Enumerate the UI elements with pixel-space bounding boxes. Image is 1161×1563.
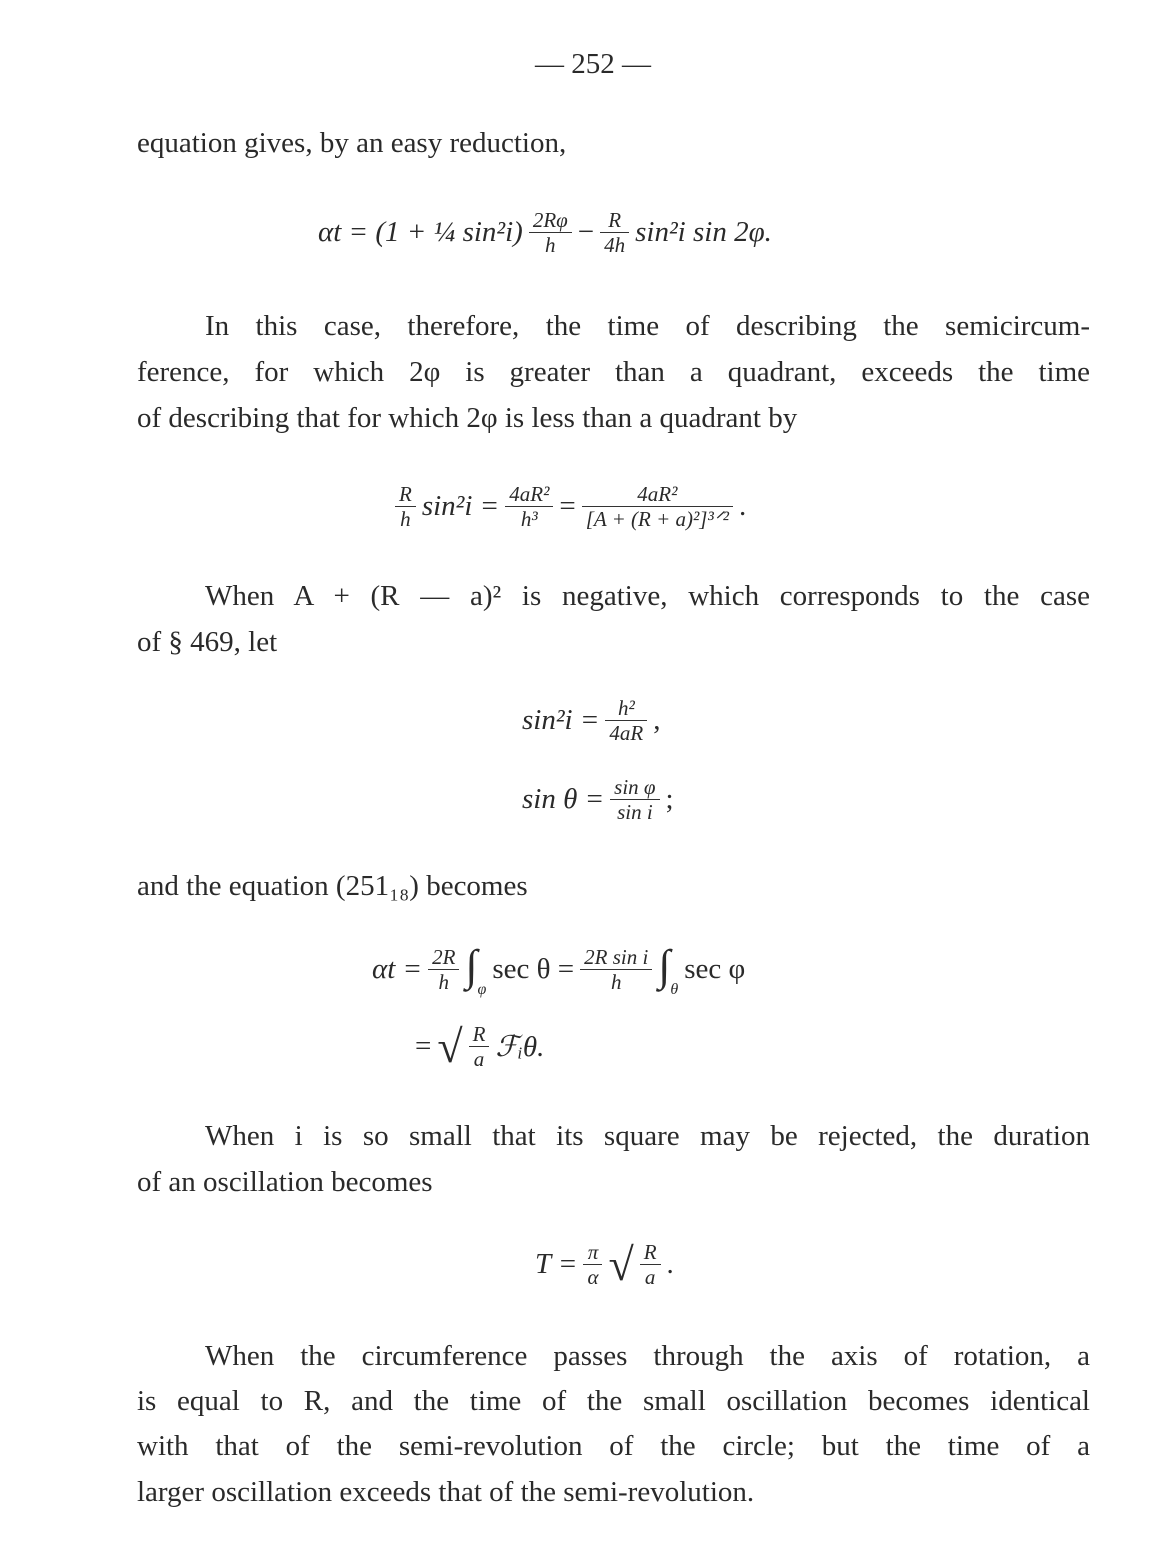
fraction xyxy=(640,1240,661,1289)
sqrt-sign: √ xyxy=(608,1238,634,1290)
equation-7 xyxy=(535,1240,674,1289)
text-line: When the circumference passes through the axis of rotation, a xyxy=(205,1340,1090,1372)
eq-text: . xyxy=(666,1248,674,1281)
text-line: of an oscillation becomes xyxy=(137,1166,433,1198)
denominator: [A + (R + a)²]³ᐟ² xyxy=(585,507,729,532)
text-line: with that of the semi-revolution of the circle; but the time of a xyxy=(137,1430,1090,1462)
eq-text: ℱᵢθ. xyxy=(495,1031,545,1064)
text-line: is equal to R, and the time of the small oscillation becomes identical xyxy=(137,1385,1090,1417)
integral-sign: ∫ xyxy=(658,941,671,990)
denominator: h xyxy=(438,970,450,994)
denominator: a xyxy=(473,1047,485,1072)
numerator: 2Rφ xyxy=(529,208,572,233)
fraction xyxy=(583,1240,602,1289)
text-line: of § 469, let xyxy=(137,626,278,658)
text-line: equation gives, by an easy reduction, xyxy=(137,127,567,159)
fraction xyxy=(600,208,629,257)
eq-text: − xyxy=(577,216,595,249)
denominator: 4h xyxy=(604,233,626,258)
denominator: a xyxy=(644,1265,656,1290)
eq-text: sin²i = xyxy=(522,704,600,737)
numerator: R xyxy=(395,482,416,507)
equation-2 xyxy=(395,482,746,531)
integral-sign: ∫ xyxy=(465,941,478,990)
numerator: R xyxy=(640,1240,661,1265)
numerator: sin φ xyxy=(610,775,659,800)
subscript: φ xyxy=(477,981,487,998)
fraction xyxy=(582,482,733,531)
equation-3 xyxy=(522,696,661,745)
denominator: α xyxy=(587,1265,599,1290)
page-number: — 252 — xyxy=(535,48,651,80)
eq-text: , xyxy=(653,704,661,737)
numerator: R xyxy=(600,208,629,233)
denominator: 4aR xyxy=(609,721,644,746)
eq-text: ; xyxy=(665,783,674,816)
numerator: 4aR² xyxy=(582,482,733,507)
eq-text: T = xyxy=(535,1248,578,1281)
equation-5 xyxy=(372,940,745,999)
text-line: ference, for which 2φ is greater than a quadrant, exceeds the time xyxy=(137,356,1090,388)
numerator: 4aR² xyxy=(505,482,553,507)
eq-text: = xyxy=(559,490,576,523)
numerator: 2R xyxy=(428,945,459,970)
equation-1 xyxy=(318,208,772,257)
fraction xyxy=(605,696,647,745)
text-line: When A + (R — a)² is negative, which corresponds to the case xyxy=(205,580,1090,612)
numerator: π xyxy=(583,1240,602,1265)
fraction xyxy=(469,1022,490,1071)
fraction xyxy=(395,482,416,531)
fraction xyxy=(610,775,659,824)
numerator: R xyxy=(469,1022,490,1047)
denominator: h xyxy=(610,970,622,994)
denominator: h xyxy=(545,233,556,258)
fraction xyxy=(529,208,572,257)
eq-text: sin θ = xyxy=(522,783,605,816)
eq-text: sin²i = xyxy=(421,490,500,523)
text-line: When i is so small that its square may be rejected, the duration xyxy=(205,1120,1090,1152)
sqrt-sign: √ xyxy=(437,1020,463,1072)
text-line: and the equation (251₁₈) becomes xyxy=(137,870,528,902)
equation-6 xyxy=(415,1022,544,1071)
denominator: h xyxy=(400,507,411,532)
eq-text: sec φ xyxy=(684,953,746,985)
denominator: h³ xyxy=(520,507,538,532)
text-line: In this case, therefore, the time of describing the semicircum- xyxy=(205,310,1090,342)
subscript: θ xyxy=(670,981,679,998)
equation-4 xyxy=(522,775,674,824)
eq-text: = xyxy=(415,1030,432,1063)
eq-text: sec θ = xyxy=(492,953,575,985)
fraction xyxy=(428,945,459,994)
eq-text: sin²i sin 2φ. xyxy=(635,216,772,249)
eq-text: . xyxy=(738,490,747,523)
text-line: of describing that for which 2φ is less than a quadrant by xyxy=(137,402,798,434)
numerator: h² xyxy=(605,696,647,721)
eq-text: αt = xyxy=(372,953,423,985)
fraction xyxy=(580,945,652,994)
numerator: 2R sin i xyxy=(580,945,652,970)
eq-text: αt = (1 + ¼ sin²i) xyxy=(318,216,523,249)
fraction xyxy=(505,482,553,531)
denominator: sin i xyxy=(617,800,653,825)
text-line: larger oscillation exceeds that of the semi-revolution. xyxy=(137,1476,755,1508)
